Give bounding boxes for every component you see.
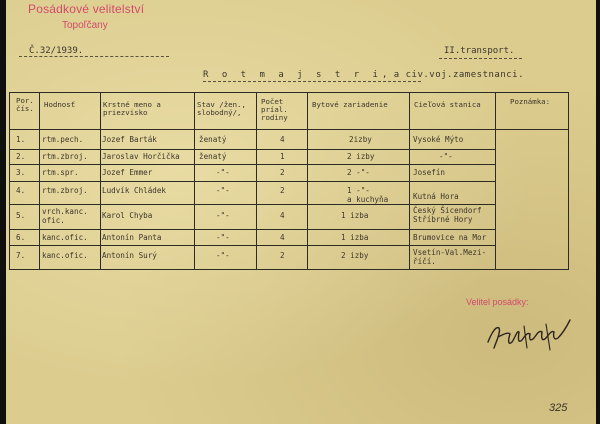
- row-family: 4: [280, 233, 285, 242]
- col-header-name: Krstné meno a priezvisko: [103, 100, 161, 117]
- row-rank: rtm.spr.: [42, 168, 79, 177]
- row-rank: kanc.ofic.: [42, 251, 88, 260]
- row-number: 6.: [16, 233, 26, 242]
- row-name: Antonín Surý: [102, 251, 157, 260]
- col-header-housing: Bytové zariadenie: [312, 100, 388, 109]
- transport-rule: [439, 58, 522, 59]
- stamp-place: Topoľčany: [62, 20, 108, 31]
- document-heading: [203, 70, 524, 80]
- row-destination: -"-: [439, 152, 453, 161]
- table-rule-row: [9, 229, 495, 230]
- col-header-note: Poznámka:: [510, 97, 551, 106]
- row-status: ženatý: [199, 135, 227, 144]
- row-number: 1.: [16, 135, 26, 144]
- row-housing: 1 -"- a kuchyňa: [347, 186, 389, 204]
- table-col-rule: [194, 92, 195, 270]
- table-rule-row: [9, 245, 495, 246]
- row-rank: rtm.zbroj.: [42, 152, 88, 161]
- row-family: 2: [280, 168, 285, 177]
- row-destination: Kutná Hora: [413, 192, 459, 201]
- row-status: -"-: [216, 211, 230, 220]
- row-destination: Brumovice na Mor: [413, 233, 487, 242]
- row-rank: rtm.zbroj.: [42, 186, 88, 195]
- row-housing: 2 izby: [347, 152, 375, 161]
- row-family: 1: [280, 152, 285, 161]
- row-family: 2: [280, 251, 285, 260]
- col-header-destination: Cieľová stanica: [414, 100, 481, 109]
- table-col-rule: [409, 92, 410, 270]
- row-rank: kanc.ofic.: [42, 233, 88, 242]
- row-housing: 1 izba: [341, 233, 369, 242]
- table-rule-bottom: [9, 269, 569, 270]
- heading-rest: , a civ.voj.zamestnanci.: [381, 70, 524, 80]
- handwritten-signature: [484, 308, 576, 360]
- row-housing: 2 izby: [341, 251, 369, 260]
- table-rule-row: [9, 149, 495, 150]
- table-col-rule: [568, 92, 569, 270]
- table-col-rule: [9, 92, 10, 270]
- row-number: 7.: [16, 251, 26, 260]
- signature-title: Velitel posádky:: [466, 297, 529, 307]
- col-header-status: Stav /žen., slobodný/,: [197, 100, 246, 117]
- table-col-rule: [307, 92, 308, 270]
- row-name: Karol Chyba: [102, 211, 153, 220]
- col-header-number: Por. čís.: [16, 96, 34, 113]
- row-status: -"-: [216, 186, 230, 195]
- row-housing: 1 izba: [341, 211, 369, 220]
- heading-rule: [203, 81, 421, 82]
- reference-number: Č.32/1939.: [29, 46, 84, 56]
- row-name: Jozef Barták: [102, 135, 157, 144]
- personnel-table: [9, 92, 569, 270]
- table-col-rule: [100, 92, 101, 270]
- row-housing: 2 -"-: [347, 168, 370, 177]
- row-status: ženatý: [199, 152, 227, 161]
- row-family: 4: [280, 135, 285, 144]
- row-name: Jozef Emmer: [102, 168, 153, 177]
- transport-label: II.transport.: [444, 46, 515, 56]
- document-page: [6, 0, 596, 424]
- row-name: Ludvík Chládek: [102, 186, 167, 195]
- table-rule-header: [9, 129, 569, 130]
- table-col-rule: [495, 92, 496, 270]
- stamp-organization: Posádkové velitelství: [28, 2, 145, 16]
- heading-spaced: R o t m a j s t r i: [203, 70, 382, 80]
- row-family: 4: [280, 211, 285, 220]
- table-rule-row: [9, 164, 495, 165]
- row-status: -"-: [216, 251, 230, 260]
- col-header-rank: Hodnosť: [44, 100, 76, 109]
- table-rule-top: [9, 92, 569, 93]
- row-number: 5.: [16, 211, 26, 220]
- row-number: 4.: [16, 186, 26, 195]
- reference-rule: [19, 56, 169, 57]
- row-destination: Vysoké Mýto: [413, 135, 464, 144]
- col-header-family: Počet príal. rodiny: [261, 97, 288, 122]
- row-destination: Josefín: [413, 168, 446, 177]
- row-housing: 2izby: [349, 135, 372, 144]
- row-family: 2: [280, 186, 285, 195]
- table-col-rule: [39, 92, 40, 270]
- table-rule-row: [9, 181, 495, 182]
- row-name: Jaroslav Horčička: [102, 152, 180, 161]
- row-rank: vrch.kanc. ofic.: [42, 207, 88, 225]
- row-destination: Vsetín-Val.Mezi- říčí.: [413, 248, 487, 266]
- row-status: -"-: [216, 233, 230, 242]
- row-number: 3.: [16, 168, 26, 177]
- row-rank: rtm.pech.: [42, 135, 84, 144]
- row-destination: Český Šicendorf Stříbrné Hory: [413, 206, 482, 224]
- row-status: -"-: [216, 168, 230, 177]
- table-rule-row: [9, 204, 495, 205]
- page-number: 325: [549, 402, 568, 414]
- table-col-rule: [256, 92, 257, 270]
- row-name: Antonín Panta: [102, 233, 162, 242]
- row-number: 2.: [16, 152, 26, 161]
